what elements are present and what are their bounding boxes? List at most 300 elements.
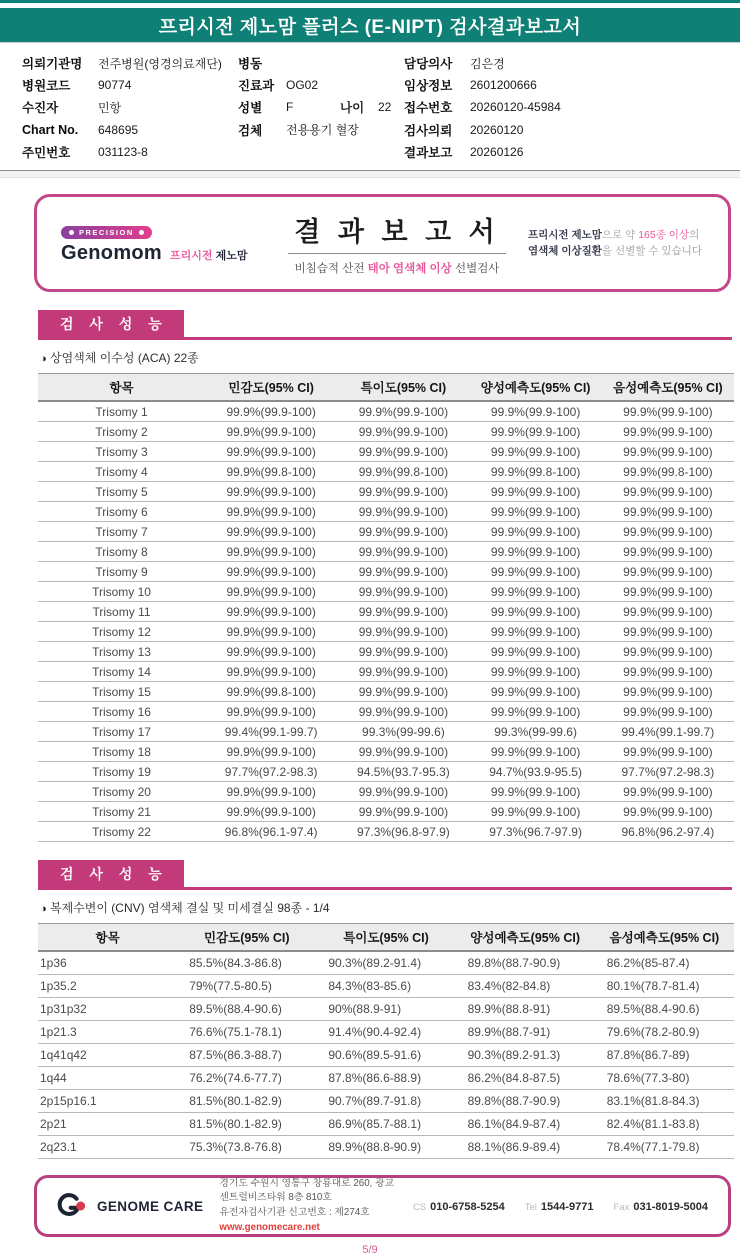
report-heading-block (266, 210, 528, 276)
row-value-cell: 89.8%(88.7-90.9) (456, 951, 595, 975)
row-item-cell: 1q44 (38, 1067, 177, 1090)
row-value-cell: 76.2%(74.6-77.7) (177, 1067, 316, 1090)
table-row (38, 1113, 734, 1136)
row-value-cell: 96.8%(96.2-97.4) (602, 822, 734, 842)
row-value-cell: 99.9%(99.9-100) (337, 642, 469, 662)
section-header-label: 검 사 성 능 (38, 310, 184, 338)
info-value: 전주병원(영경의료재단) (98, 56, 222, 71)
note-bold: 염색체 이상질환 (528, 245, 602, 257)
row-value-cell: 99.9%(99.9-100) (337, 522, 469, 542)
row-value-cell: 99.9%(99.8-100) (470, 462, 602, 482)
row-value-cell: 99.9%(99.9-100) (205, 622, 337, 642)
footer-box (34, 1175, 731, 1237)
info-value: 22 (378, 100, 392, 114)
row-item-cell: 1p36 (38, 951, 177, 975)
column-header: 음성예측도(95% CI) (595, 924, 734, 952)
row-value-cell: 89.5%(88.4-90.6) (177, 998, 316, 1021)
row-value-cell: 99.9%(99.9-100) (337, 662, 469, 682)
info-label: 검사의뢰 (404, 123, 453, 138)
section-subtitle-aca (40, 349, 732, 366)
table-row (38, 1021, 734, 1044)
row-value-cell: 99.9%(99.9-100) (470, 682, 602, 702)
row-value-cell: 99.9%(99.9-100) (205, 401, 337, 422)
subtitle-prefix: 비침습적 산전 (294, 263, 368, 275)
section-header-label: 검 사 성 능 (38, 860, 184, 888)
info-row (22, 96, 238, 118)
row-value-cell: 99.9%(99.8-100) (602, 462, 734, 482)
subtitle-accent: 태아 염색체 이상 (367, 263, 452, 275)
row-value-cell: 99.3%(99-99.6) (337, 722, 469, 742)
row-item-cell: 2q23.1 (38, 1136, 177, 1159)
half-circle-icon: ◑ (40, 903, 47, 915)
report-heading-rule (288, 253, 506, 254)
row-value-cell: 99.9%(99.9-100) (337, 482, 469, 502)
row-value-cell: 90.7%(89.7-91.8) (316, 1090, 455, 1113)
row-item-cell: Trisomy 3 (38, 442, 205, 462)
row-value-cell: 99.9%(99.9-100) (602, 482, 734, 502)
row-value-cell: 81.5%(80.1-82.9) (177, 1090, 316, 1113)
footer-registration: 유전자검사기관 신고번호 : 제274호 (219, 1207, 370, 1218)
genomecare-logo-icon (55, 1192, 91, 1220)
row-value-cell: 99.9%(99.9-100) (470, 662, 602, 682)
info-row (238, 118, 404, 141)
contact-value: 010-6758-5254 (430, 1201, 505, 1213)
row-value-cell: 89.9%(88.7-91) (456, 1021, 595, 1044)
genomecare-logo (55, 1192, 203, 1220)
contact-label: Fax (613, 1202, 630, 1213)
info-value: 2601200666 (470, 78, 537, 92)
precision-badge (61, 226, 152, 239)
row-value-cell: 81.5%(80.1-82.9) (177, 1113, 316, 1136)
row-value-cell: 99.9%(99.9-100) (602, 602, 734, 622)
table-header-row (38, 374, 734, 402)
note-text: 을 선별할 수 있습니다 (601, 245, 702, 257)
row-item-cell: Trisomy 14 (38, 662, 205, 682)
page-number: 5/9 (362, 1244, 378, 1256)
table-row (38, 822, 734, 842)
row-value-cell: 99.9%(99.9-100) (470, 702, 602, 722)
table-row (38, 722, 734, 742)
perf-table-aca (38, 373, 734, 842)
column-header: 음성예측도(95% CI) (602, 374, 734, 402)
row-value-cell: 83.1%(81.8-84.3) (595, 1090, 734, 1113)
row-value-cell: 80.1%(78.7-81.4) (595, 975, 734, 998)
info-row (404, 74, 740, 96)
half-circle-icon: ◑ (40, 353, 47, 365)
row-value-cell: 97.7%(97.2-98.3) (602, 762, 734, 782)
row-item-cell: 1p21.3 (38, 1021, 177, 1044)
row-value-cell: 79.6%(78.2-80.9) (595, 1021, 734, 1044)
row-item-cell: 2p15p16.1 (38, 1090, 177, 1113)
table-row (38, 1067, 734, 1090)
info-row (22, 52, 238, 74)
row-value-cell: 99.9%(99.9-100) (602, 502, 734, 522)
patient-info-col1 (22, 52, 238, 163)
info-label: 진료과 (238, 79, 275, 93)
row-item-cell: Trisomy 13 (38, 642, 205, 662)
table-row (38, 401, 734, 422)
row-value-cell: 99.9%(99.9-100) (470, 742, 602, 762)
row-item-cell: Trisomy 12 (38, 622, 205, 642)
row-value-cell: 99.9%(99.9-100) (470, 542, 602, 562)
info-value: 90774 (98, 78, 132, 92)
row-value-cell: 86.1%(84.9-87.4) (456, 1113, 595, 1136)
table-row (38, 762, 734, 782)
row-value-cell: 99.9%(99.9-100) (602, 542, 734, 562)
row-value-cell: 99.9%(99.8-100) (337, 462, 469, 482)
row-value-cell: 87.8%(86.7-89) (595, 1044, 734, 1067)
row-value-cell: 99.9%(99.9-100) (205, 742, 337, 762)
row-value-cell: 99.9%(99.9-100) (205, 782, 337, 802)
row-item-cell: Trisomy 7 (38, 522, 205, 542)
row-value-cell: 99.9%(99.9-100) (602, 582, 734, 602)
info-row (22, 74, 238, 96)
row-value-cell: 83.4%(82-84.8) (456, 975, 595, 998)
row-item-cell: Trisomy 2 (38, 422, 205, 442)
table-row (38, 622, 734, 642)
info-label: 병원코드 (22, 79, 71, 93)
note-text: 의 (689, 228, 700, 241)
contact-value: 031-8019-5004 (633, 1201, 708, 1213)
table-row (38, 702, 734, 722)
note-accent: 165종 이상 (638, 228, 690, 241)
info-label: 결과보고 (404, 146, 453, 160)
info-row (22, 118, 238, 141)
row-value-cell: 99.9%(99.9-100) (205, 442, 337, 462)
table-row (38, 582, 734, 602)
note-text: 으로 약 (601, 228, 639, 241)
info-value: 전용용기 혈장 (286, 123, 359, 137)
row-value-cell: 99.9%(99.9-100) (602, 642, 734, 662)
row-item-cell: Trisomy 1 (38, 401, 205, 422)
note-bold: 프리시전 제노맘 (528, 228, 602, 241)
brand-name: Genomom (61, 241, 162, 264)
row-value-cell: 90.6%(89.5-91.6) (316, 1044, 455, 1067)
contact-value: 1544-9771 (540, 1201, 594, 1213)
table-row (38, 782, 734, 802)
table-row (38, 951, 734, 975)
row-value-cell: 99.9%(99.9-100) (470, 502, 602, 522)
row-value-cell: 78.6%(77.3-80) (595, 1067, 734, 1090)
row-value-cell: 99.9%(99.9-100) (337, 542, 469, 562)
footer-address-block (219, 1177, 397, 1236)
row-value-cell: 99.9%(99.9-100) (205, 422, 337, 442)
row-value-cell: 88.1%(86.9-89.4) (456, 1136, 595, 1159)
row-item-cell: Trisomy 9 (38, 562, 205, 582)
row-value-cell: 96.8%(96.1-97.4) (205, 822, 337, 842)
info-label: 성별 (238, 101, 263, 115)
row-value-cell: 87.8%(86.6-88.9) (316, 1067, 455, 1090)
report-title-bar (0, 8, 740, 42)
row-item-cell: Trisomy 10 (38, 582, 205, 602)
row-value-cell: 94.7%(93.9-95.5) (470, 762, 602, 782)
table-row (38, 1136, 734, 1159)
row-value-cell: 99.9%(99.9-100) (205, 642, 337, 662)
top-accent-strip (0, 0, 740, 3)
contact-cs (413, 1197, 505, 1215)
table-row (38, 682, 734, 702)
section-subtitle-cnv (40, 899, 732, 916)
brand-subtitle-dark: 제노맘 (215, 249, 248, 262)
row-value-cell: 99.9%(99.9-100) (602, 622, 734, 642)
row-value-cell: 86.9%(85.7-88.1) (316, 1113, 455, 1136)
patient-info-col3 (404, 52, 740, 163)
row-value-cell: 99.4%(99.1-99.7) (602, 722, 734, 742)
perf-table-cnv (38, 923, 734, 1159)
row-value-cell: 76.6%(75.1-78.1) (177, 1021, 316, 1044)
info-label: 주민번호 (22, 146, 71, 160)
info-value: 648695 (98, 122, 139, 137)
table-row (38, 462, 734, 482)
info-label: 나이 (340, 101, 365, 115)
patient-info-section (0, 42, 740, 170)
row-value-cell: 99.9%(99.9-100) (602, 742, 734, 762)
row-value-cell: 75.3%(73.8-76.8) (177, 1136, 316, 1159)
report-heading: 결 과 보 고 서 (294, 217, 500, 247)
row-value-cell: 84.3%(83-85.6) (316, 975, 455, 998)
row-value-cell: 99.3%(99-99.6) (470, 722, 602, 742)
info-value: 민항 (98, 100, 122, 115)
row-item-cell: Trisomy 11 (38, 602, 205, 622)
badge-dot-icon (139, 230, 144, 235)
table-row (38, 642, 734, 662)
info-value: OG02 (286, 78, 319, 92)
row-value-cell: 99.9%(99.9-100) (602, 422, 734, 442)
row-value-cell: 99.9%(99.8-100) (205, 462, 337, 482)
row-value-cell: 99.9%(99.9-100) (470, 642, 602, 662)
info-row (404, 96, 740, 118)
row-value-cell: 99.9%(99.9-100) (602, 401, 734, 422)
row-value-cell: 87.5%(86.3-88.7) (177, 1044, 316, 1067)
brand-subtitle (170, 247, 247, 263)
info-row (22, 141, 238, 163)
row-value-cell: 99.9%(99.8-100) (205, 682, 337, 702)
table-row (38, 975, 734, 998)
row-value-cell: 99.9%(99.9-100) (337, 682, 469, 702)
brand-subtitle-pink: 프리시전 (170, 249, 213, 262)
genomom-brand-logo (61, 222, 266, 265)
row-value-cell: 97.3%(96.8-97.9) (337, 822, 469, 842)
row-value-cell: 99.9%(99.9-100) (205, 542, 337, 562)
row-value-cell: 99.9%(99.9-100) (205, 502, 337, 522)
row-item-cell: 1p35.2 (38, 975, 177, 998)
banner-note (528, 227, 706, 260)
contact-tel (525, 1197, 594, 1215)
row-value-cell: 99.9%(99.9-100) (602, 522, 734, 542)
table-row (38, 998, 734, 1021)
table-row (38, 522, 734, 542)
row-value-cell: 82.4%(81.1-83.8) (595, 1113, 734, 1136)
row-value-cell: 99.9%(99.9-100) (470, 602, 602, 622)
row-value-cell: 99.9%(99.9-100) (205, 582, 337, 602)
row-item-cell: Trisomy 22 (38, 822, 205, 842)
row-value-cell: 99.9%(99.9-100) (337, 622, 469, 642)
row-value-cell: 97.7%(97.2-98.3) (205, 762, 337, 782)
row-value-cell: 99.9%(99.9-100) (470, 522, 602, 542)
row-item-cell: 1q41q42 (38, 1044, 177, 1067)
info-value: F (286, 100, 294, 114)
row-value-cell: 99.4%(99.1-99.7) (205, 722, 337, 742)
table-row (38, 542, 734, 562)
row-value-cell: 99.9%(99.9-100) (470, 482, 602, 502)
report-banner (34, 194, 731, 292)
row-value-cell: 99.9%(99.9-100) (337, 502, 469, 522)
info-label: 접수번호 (404, 101, 453, 115)
row-value-cell: 86.2%(84.8-87.5) (456, 1067, 595, 1090)
genomecare-logo-text: GENOME CARE (97, 1198, 204, 1214)
table-header-row (38, 924, 734, 952)
row-value-cell: 99.9%(99.9-100) (205, 602, 337, 622)
patient-info-col2 (238, 52, 404, 163)
report-heading-subtitle (266, 260, 528, 276)
row-value-cell: 89.5%(88.4-90.6) (595, 998, 734, 1021)
column-header: 특이도(95% CI) (316, 924, 455, 952)
row-item-cell: Trisomy 5 (38, 482, 205, 502)
row-value-cell: 99.9%(99.9-100) (602, 802, 734, 822)
section-header-performance-2 (38, 860, 732, 890)
section-divider (0, 170, 740, 178)
column-header: 항목 (38, 924, 177, 952)
table-row (38, 742, 734, 762)
row-value-cell: 99.9%(99.9-100) (337, 562, 469, 582)
row-value-cell: 89.8%(88.7-90.9) (456, 1090, 595, 1113)
row-value-cell: 99.9%(99.9-100) (602, 782, 734, 802)
row-value-cell: 99.9%(99.9-100) (470, 802, 602, 822)
row-value-cell: 94.5%(93.7-95.3) (337, 762, 469, 782)
row-value-cell: 78.4%(77.1-79.8) (595, 1136, 734, 1159)
footer-contacts (413, 1197, 708, 1215)
table-row (38, 1090, 734, 1113)
row-value-cell: 99.9%(99.9-100) (602, 682, 734, 702)
row-value-cell: 99.9%(99.9-100) (337, 422, 469, 442)
info-value: 20260126 (470, 145, 524, 159)
page-title: 프리시전 제노맘 플러스 (E-NIPT) 검사결과보고서 (158, 16, 582, 38)
row-value-cell: 90%(88.9-91) (316, 998, 455, 1021)
info-label: 담당의사 (404, 57, 453, 71)
row-item-cell: Trisomy 18 (38, 742, 205, 762)
column-header: 항목 (38, 374, 205, 402)
row-value-cell: 99.9%(99.9-100) (205, 662, 337, 682)
table-row (38, 422, 734, 442)
row-item-cell: Trisomy 16 (38, 702, 205, 722)
contact-label: CS (412, 1202, 427, 1213)
row-value-cell: 99.9%(99.9-100) (205, 562, 337, 582)
contact-fax (614, 1197, 708, 1215)
info-label: 병동 (238, 57, 263, 71)
info-value: 김은경 (470, 56, 505, 71)
row-value-cell: 90.3%(89.2-91.4) (316, 951, 455, 975)
row-item-cell: Trisomy 17 (38, 722, 205, 742)
info-row (404, 52, 740, 74)
row-item-cell: 2p21 (38, 1113, 177, 1136)
row-value-cell: 99.9%(99.9-100) (470, 622, 602, 642)
column-header: 민감도(95% CI) (205, 374, 337, 402)
info-value: 20260120-45984 (470, 100, 561, 114)
row-value-cell: 99.9%(99.9-100) (337, 742, 469, 762)
table-row (38, 562, 734, 582)
table-row (38, 662, 734, 682)
row-value-cell: 99.9%(99.9-100) (337, 442, 469, 462)
row-value-cell: 99.9%(99.9-100) (205, 702, 337, 722)
table-row (38, 602, 734, 622)
info-row (238, 52, 404, 74)
row-item-cell: Trisomy 20 (38, 782, 205, 802)
row-value-cell: 99.9%(99.9-100) (470, 562, 602, 582)
row-item-cell: Trisomy 15 (38, 682, 205, 702)
footer-address: 경기도 수원시 영통구 창룡대로 260, 광교 센트럴비즈타워 8층 810호 (219, 1177, 395, 1204)
row-value-cell: 99.9%(99.9-100) (205, 522, 337, 542)
row-value-cell: 79%(77.5-80.5) (177, 975, 316, 998)
row-value-cell: 99.9%(99.9-100) (602, 562, 734, 582)
row-item-cell: Trisomy 6 (38, 502, 205, 522)
info-label: 임상정보 (404, 79, 453, 93)
info-row (238, 96, 404, 118)
column-header: 민감도(95% CI) (177, 924, 316, 952)
row-value-cell: 99.9%(99.9-100) (337, 802, 469, 822)
info-row (238, 74, 404, 96)
row-item-cell: Trisomy 21 (38, 802, 205, 822)
section-subtitle-text: 상염색체 이수성 (ACA) 22종 (50, 351, 199, 365)
footer-website-link[interactable]: www.genomecare.net (219, 1221, 320, 1233)
column-header: 특이도(95% CI) (337, 374, 469, 402)
row-value-cell: 89.9%(88.8-91) (456, 998, 595, 1021)
info-label: 검체 (238, 123, 263, 138)
subtitle-suffix: 선별검사 (451, 263, 500, 275)
info-row (404, 141, 740, 163)
row-value-cell: 99.9%(99.9-100) (205, 482, 337, 502)
info-label: 수진자 (22, 101, 59, 115)
row-value-cell: 99.9%(99.9-100) (602, 662, 734, 682)
row-value-cell: 86.2%(85-87.4) (595, 951, 734, 975)
section-subtitle-text: 복제수변이 (CNV) 염색체 결실 및 미세결실 98종 - 1/4 (50, 901, 330, 915)
precision-badge-label: PRECISION (79, 227, 134, 237)
row-item-cell: Trisomy 8 (38, 542, 205, 562)
row-item-cell: Trisomy 4 (38, 462, 205, 482)
row-value-cell: 99.9%(99.9-100) (337, 782, 469, 802)
row-value-cell: 99.9%(99.9-100) (470, 401, 602, 422)
row-value-cell: 91.4%(90.4-92.4) (316, 1021, 455, 1044)
row-item-cell: 1p31p32 (38, 998, 177, 1021)
row-value-cell: 89.9%(88.8-90.9) (316, 1136, 455, 1159)
table-row (38, 1044, 734, 1067)
section-header-performance-1 (38, 310, 732, 340)
table-row (38, 482, 734, 502)
row-value-cell: 99.9%(99.9-100) (470, 582, 602, 602)
row-item-cell: Trisomy 19 (38, 762, 205, 782)
row-value-cell: 99.9%(99.9-100) (470, 782, 602, 802)
row-value-cell: 99.9%(99.9-100) (337, 602, 469, 622)
info-label: 의뢰기관명 (22, 57, 83, 71)
column-header: 양성예측도(95% CI) (456, 924, 595, 952)
info-label: Chart No. (22, 122, 79, 137)
table-row (38, 802, 734, 822)
row-value-cell: 99.9%(99.9-100) (337, 582, 469, 602)
row-value-cell: 99.9%(99.9-100) (205, 802, 337, 822)
table-row (38, 442, 734, 462)
row-value-cell: 99.9%(99.9-100) (337, 401, 469, 422)
row-value-cell: 97.3%(96.7-97.9) (470, 822, 602, 842)
row-value-cell: 99.9%(99.9-100) (470, 422, 602, 442)
badge-dot-icon (69, 230, 74, 235)
contact-label: Tel (524, 1202, 537, 1213)
table-row (38, 502, 734, 522)
info-row (404, 118, 740, 141)
info-value: 031123-8 (98, 145, 148, 159)
info-value: 20260120 (470, 122, 524, 137)
row-value-cell: 99.9%(99.9-100) (602, 442, 734, 462)
row-value-cell: 99.9%(99.9-100) (470, 442, 602, 462)
row-value-cell: 99.9%(99.9-100) (337, 702, 469, 722)
